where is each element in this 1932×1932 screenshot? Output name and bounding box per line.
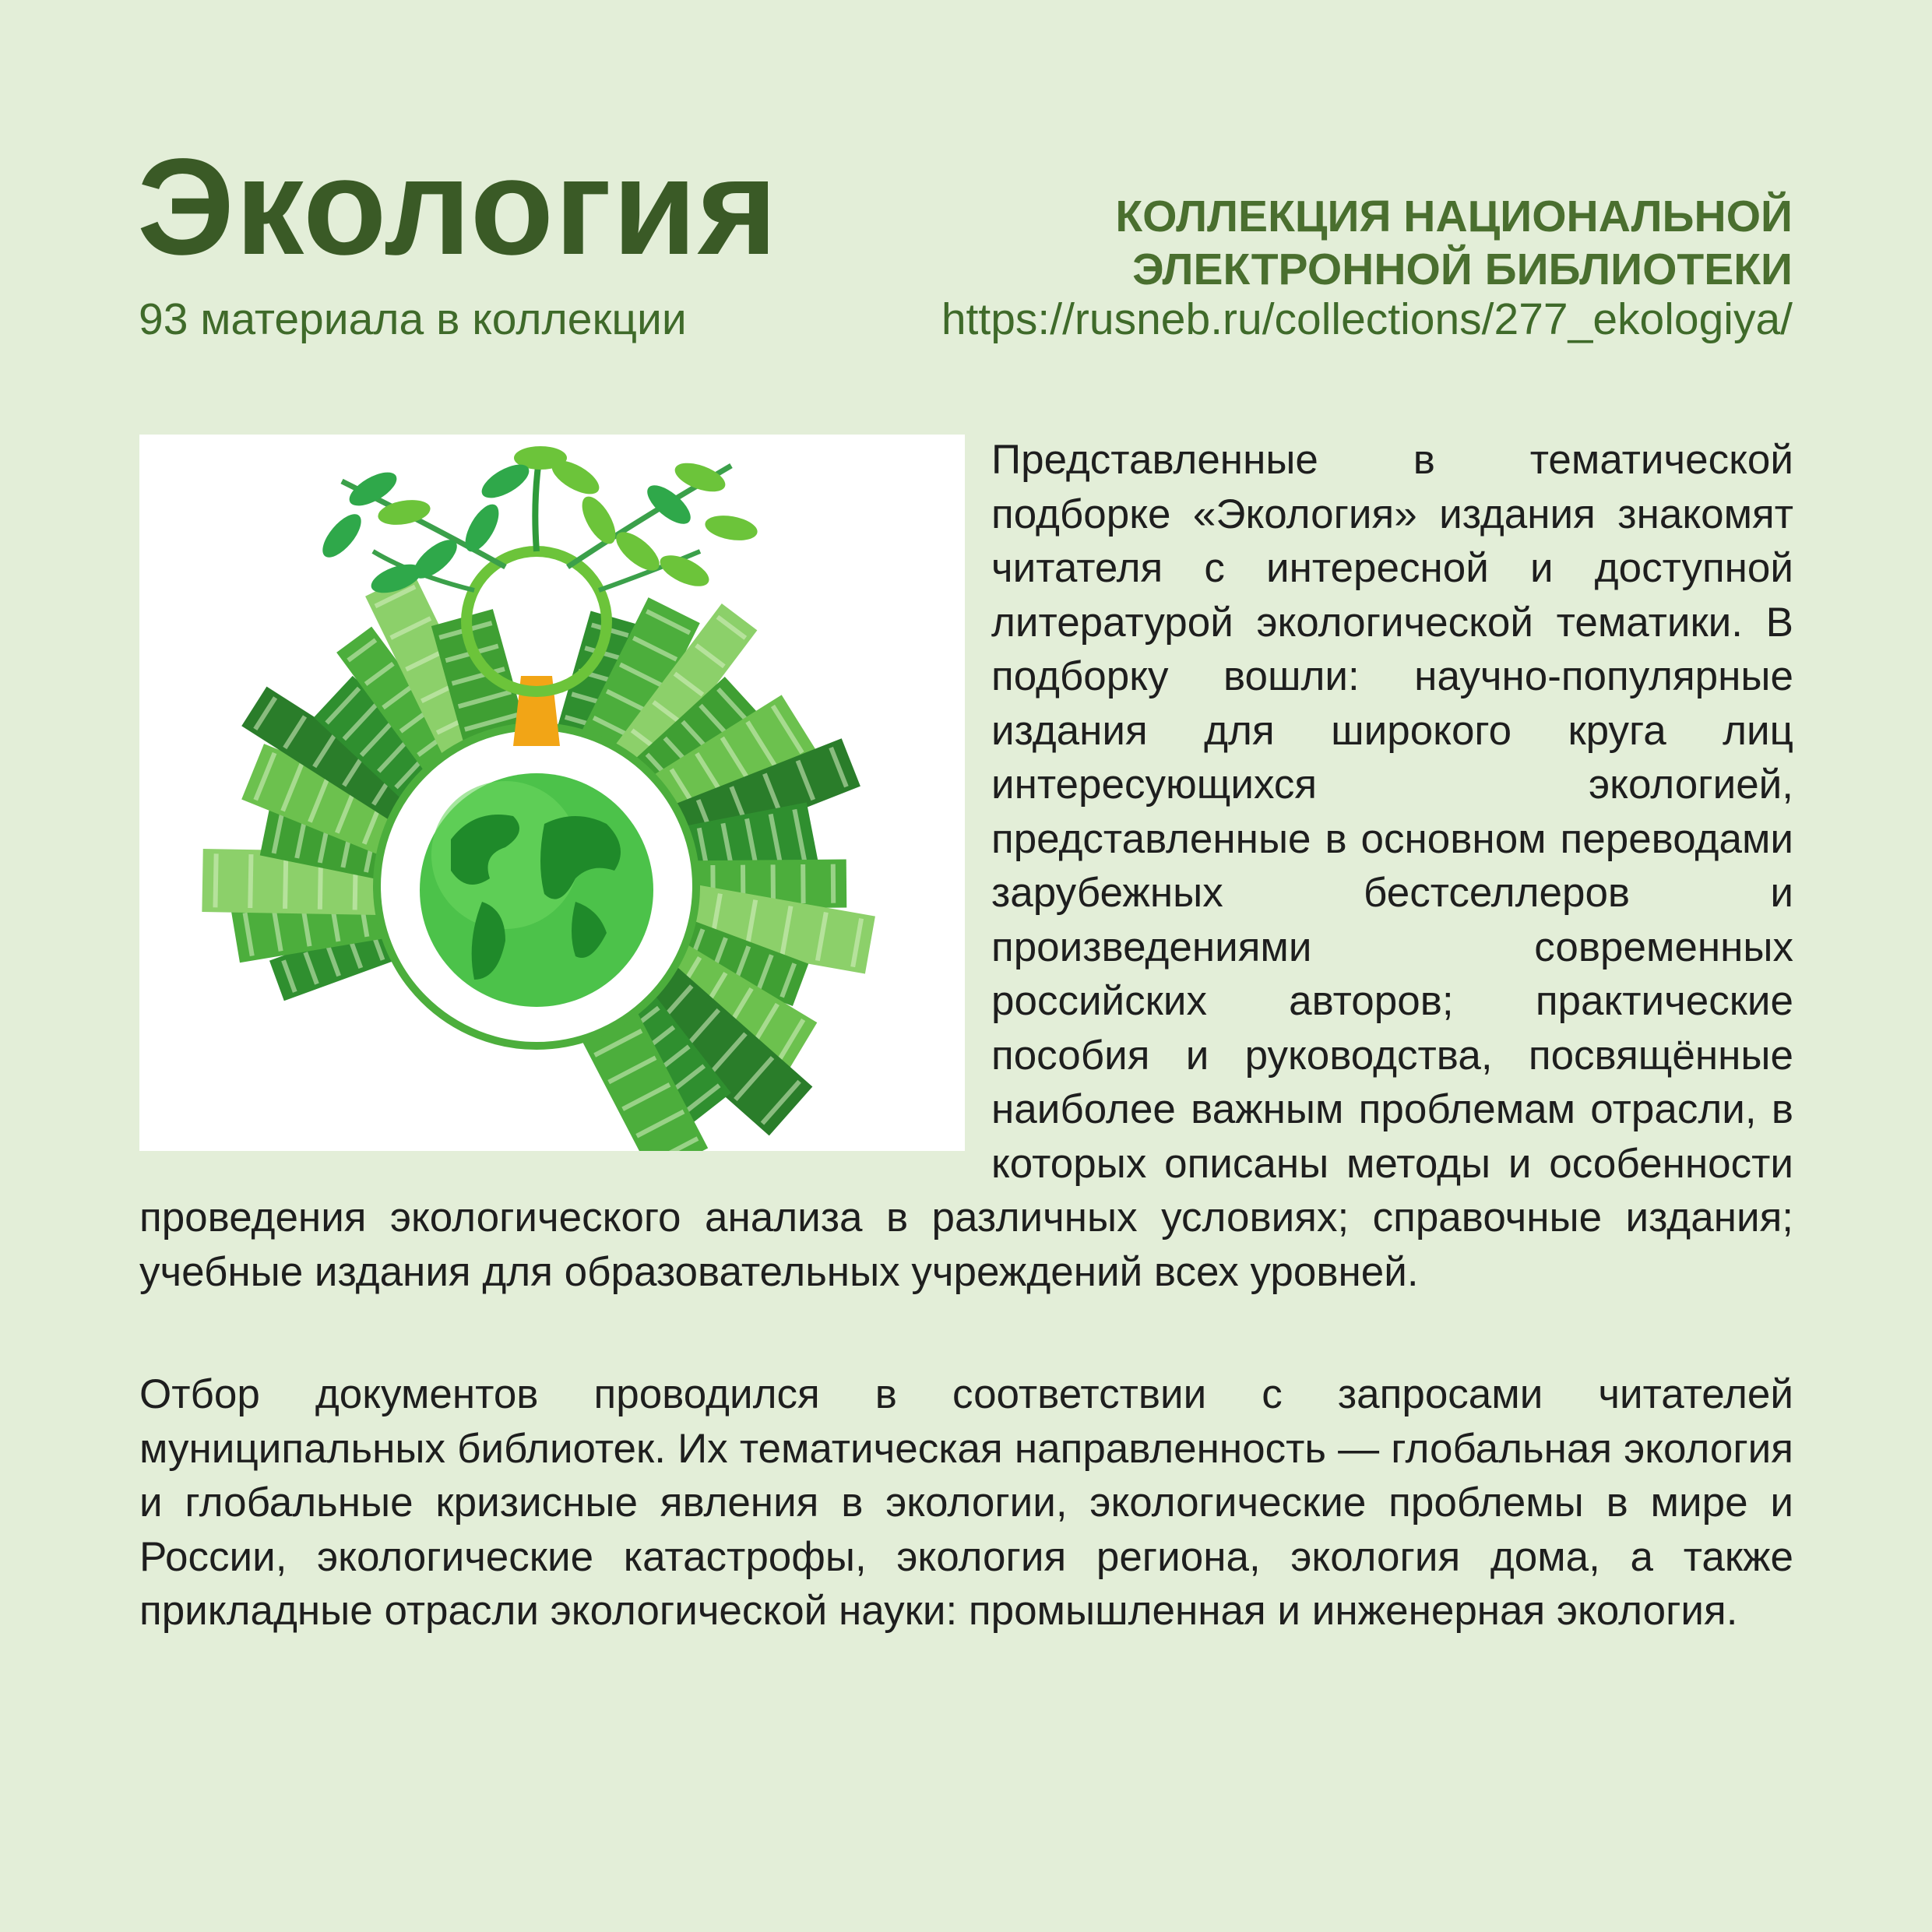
- description: [139, 433, 1793, 1638]
- page-title: Экология: [137, 131, 779, 283]
- collection-heading: [858, 190, 1793, 296]
- eco-city-globe-icon: [139, 435, 965, 1151]
- material-count: 93 материала в коллекции: [139, 294, 687, 344]
- description-paragraph-1-text: Представленные в тематической подборке «Экология» издания знакомят читателя с интересной и доступной литературой экологической тематики. В подборку вошли: научно-популярные издания для широкого круга лиц интересующихся экологией, представленные в основном переводами зарубежных бестселлеров и произведениями современных российских авторов; практические пособия и руководства, посвящённые наиболее важным проблемам отрасли, в которых описаны методы и особенности проведения экологического анализа в различных условиях; справочные издания; учебные издания для образовательных учреждений всех уровней.: [139, 437, 1793, 1295]
- collection-link[interactable]: https://rusneb.ru/collections/277_ekologiya/: [941, 294, 1793, 344]
- collection-heading-line2: ЭЛЕКТРОННОЙ БИБЛИОТЕКИ: [1132, 245, 1793, 294]
- description-paragraph-1: [139, 433, 1793, 1299]
- collection-heading-line1: КОЛЛЕКЦИЯ НАЦИОНАЛЬНОЙ: [1115, 192, 1793, 241]
- description-paragraph-2: Отбор документов проводился в соответствии с запросами читателей муниципальных библиотек. Их тематическая направленность — глобальная экология и глобальные кризисные явления в экологии, экологические проблемы в мире и России, экологические катастрофы, экология региона, экология дома, а также прикладные отрасли экологической науки: промышленная и инженерная экология.: [139, 1371, 1793, 1634]
